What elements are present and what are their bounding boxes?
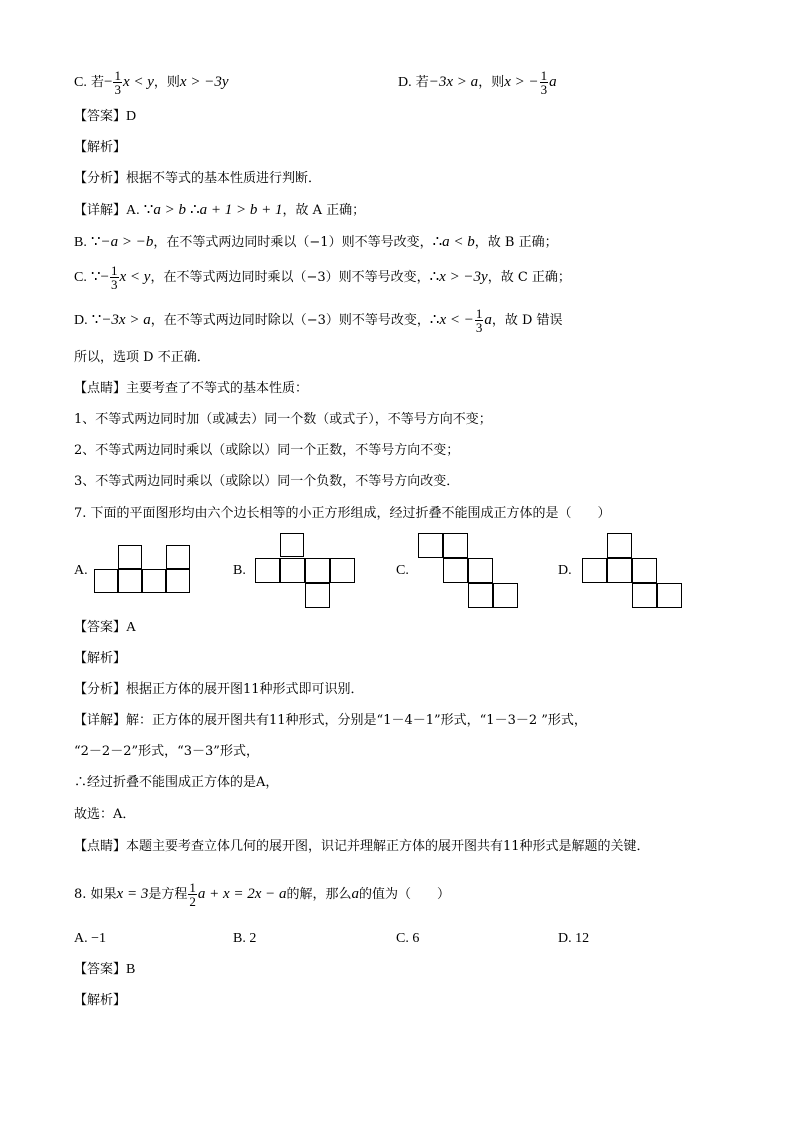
q6-detail-b: B. ∵−a > −b，在不等式两边同时乘以（−1）则不等号改变，∴a < b，故 B 正确；	[74, 234, 558, 250]
q7-dianjing: 【点睛】本题主要考查立体几何的展开图，识记并理解正方体的展开图共有11种形式是解题的关键．	[74, 839, 650, 854]
q7-option-c-label: C.	[396, 563, 409, 578]
q6-detail-d: D. ∵−3x > a，在不等式两边同时除以（−3）则不等号改变，∴x < − $\frac{1}{3}$ a，故 D 错误	[74, 306, 563, 335]
net-square	[305, 583, 330, 608]
q7-option-a-label: A.	[74, 563, 88, 578]
net-square	[632, 558, 657, 583]
q6-detail-a: 【详解】A. ∵a > b ∴a + 1 > b + 1，故 A 正确；	[74, 202, 366, 218]
q8-option-c: C. 6	[396, 931, 420, 946]
net-square	[443, 558, 468, 583]
net-square	[418, 533, 443, 558]
net-square	[632, 583, 657, 608]
net-square	[468, 558, 493, 583]
q6-conclusion: 所以，选项 D 不正确．	[74, 350, 210, 365]
q7-detail-4: 故选：A．	[74, 807, 136, 822]
fraction: $\frac{1}{3}$	[540, 68, 548, 97]
q7-answer: 【答案】A	[74, 620, 137, 635]
net-square	[330, 558, 355, 583]
q6-option-d: D. 若−3x > a，则x > − $\frac{1}{3}$ a	[398, 68, 557, 97]
q6-answer: 【答案】D	[74, 109, 137, 124]
net-square	[493, 583, 518, 608]
q6-analysis-tag: 【解析】	[74, 140, 127, 155]
q6-prop-1: 1、不等式两边同时加（或减去）同一个数（或式子），不等号方向不变；	[74, 412, 492, 427]
q6-detail-c: C. ∵− $\frac{1}{3}$ x < y，在不等式两边同时乘以（−3）则不等号改变，∴x > −3y，故 C 正确；	[74, 263, 571, 292]
net-square	[443, 533, 468, 558]
q7-detail-3: ∴经过折叠不能围成正方体的是A，	[74, 775, 279, 790]
q7-stem: 7. 下面的平面图形均由六个边长相等的小正方形组成，经过折叠不能围成正方体的是（ ）	[74, 506, 611, 521]
q6-prop-2: 2、不等式两边同时乘以（或除以）同一个正数，不等号方向不变；	[74, 443, 460, 458]
q7-detail-1: 【详解】解：正方体的展开图共有11种形式，分别是“1－4－1”形式，“1－3－2 ”形式，	[74, 713, 587, 728]
fraction: $\frac{1}{2}$	[189, 880, 196, 909]
net-square	[118, 569, 142, 593]
net-square	[255, 558, 280, 583]
fraction: $\frac{1}{3}$	[475, 306, 483, 335]
q6-option-c: C. 若− $\frac{1}{3}$ x < y，则x > −3y	[74, 68, 229, 97]
q8-option-b: B. 2	[233, 931, 257, 946]
q8-analysis-tag: 【解析】	[74, 993, 127, 1008]
q7-detail-2: “2－2－2”形式，“3－3”形式，	[74, 744, 259, 759]
q8-stem: 8. 如果x = 3是方程 $\frac{1}{2}$ a + x = 2x − a的解，那么a的值为（ ）	[74, 880, 451, 909]
net-square	[142, 569, 166, 593]
q6-dianjing: 【点睛】主要考查了不等式的基本性质：	[74, 381, 309, 396]
net-square	[280, 533, 304, 557]
net-square	[166, 545, 190, 569]
net-square	[468, 583, 493, 608]
net-square	[607, 558, 632, 583]
q7-fenxi: 【分析】根据正方体的展开图11种形式即可识别．	[74, 682, 364, 697]
q6-prop-3: 3、不等式两边同时乘以（或除以）同一个负数，不等号方向改变．	[74, 474, 460, 489]
net-square	[607, 533, 632, 558]
net-square	[582, 558, 607, 583]
q8-option-a: A. −1	[74, 931, 107, 946]
q8-option-d: D. 12	[558, 931, 590, 946]
net-square	[280, 558, 305, 583]
fraction: $\frac{1}{3}$	[111, 263, 118, 292]
net-square	[166, 569, 190, 593]
q7-analysis-tag: 【解析】	[74, 651, 127, 666]
q6-fenxi: 【分析】根据不等式的基本性质进行判断．	[74, 171, 322, 186]
net-square	[118, 545, 142, 569]
q8-answer: 【答案】B	[74, 962, 136, 977]
q7-option-b-label: B.	[233, 563, 246, 578]
net-square	[94, 569, 118, 593]
q7-option-d-label: D.	[558, 563, 572, 578]
net-square	[657, 583, 682, 608]
net-square	[305, 558, 330, 583]
fraction: $\frac{1}{3}$	[114, 68, 121, 97]
